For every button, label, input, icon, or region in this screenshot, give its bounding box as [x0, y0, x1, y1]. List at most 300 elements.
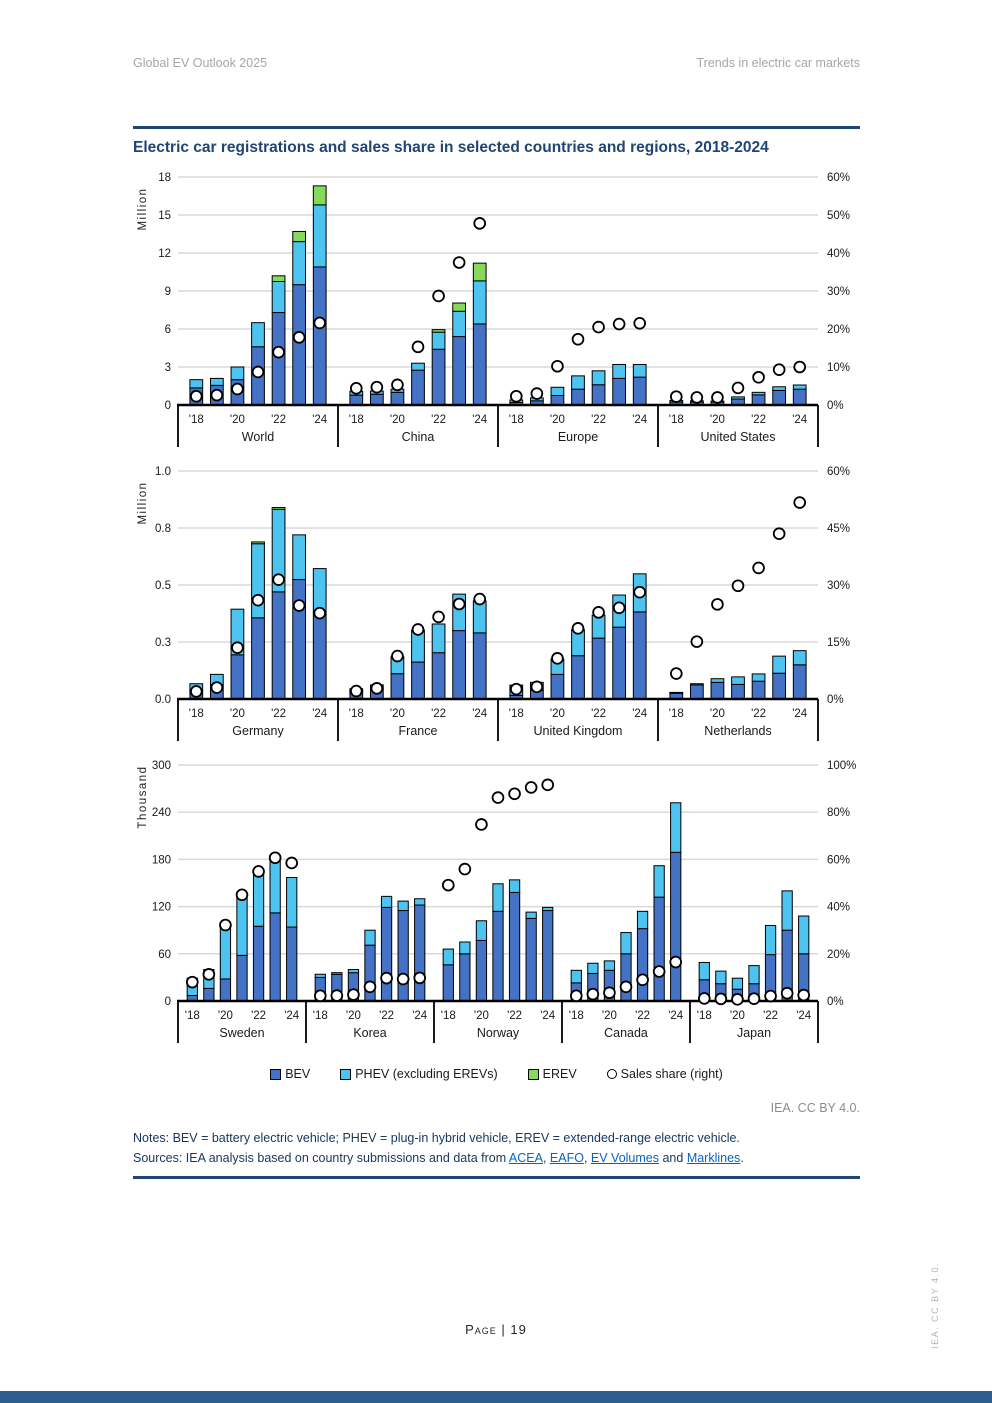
sales-share-point [671, 392, 682, 403]
license-note: IEA. CC BY 4.0. [770, 1101, 860, 1116]
legend-item-sales [607, 1067, 723, 1081]
group-label-united-states: United States [700, 430, 776, 445]
phev-bar-segment [588, 964, 598, 974]
group-label-norway: Norway [476, 1026, 520, 1041]
legend-item-bev [270, 1067, 310, 1081]
sales-share-point [381, 973, 392, 984]
bev-bar-segment [398, 911, 408, 1001]
sales-share-point [459, 864, 470, 875]
year-tick-label: '18 [348, 708, 364, 721]
chart-registrations-european-countries [133, 461, 860, 745]
right-axis-tick-label: 15% [827, 637, 851, 650]
sales-share-point [371, 382, 382, 393]
title-rule [133, 126, 860, 129]
sales-share-point [314, 318, 325, 329]
phev-bar-segment [237, 895, 247, 956]
year-tick-label: '24 [284, 1010, 300, 1023]
bev-bar-segment [551, 675, 564, 700]
bev-bar-segment [272, 592, 285, 699]
sales-share-point [593, 607, 604, 618]
bev-bar-segment [350, 395, 363, 405]
sales-share-point [531, 389, 542, 400]
left-axis-tick-label: 0 [164, 400, 171, 413]
sales-share-point [232, 384, 243, 395]
year-tick-label: '18 [312, 1010, 328, 1023]
year-tick-label: '18 [568, 1010, 584, 1023]
source-link-ev-volumes[interactable]: EV Volumes [590, 1150, 659, 1165]
phev-bar-segment [509, 880, 519, 893]
sales-share-point [273, 575, 284, 586]
year-tick-label: '20 [473, 1010, 489, 1023]
right-axis-tick-label: 50% [827, 210, 851, 223]
year-tick-label: '22 [431, 708, 447, 721]
sales-share-point [253, 866, 264, 877]
series-swatch-icon [270, 1069, 281, 1080]
right-axis-tick-label: 40% [827, 901, 851, 914]
bev-bar-segment [773, 391, 786, 406]
source-link-marklines[interactable]: Marklines [686, 1150, 741, 1165]
page-header [133, 56, 860, 70]
bev-bar-segment [773, 674, 786, 700]
bev-bar-segment [443, 965, 453, 1001]
phev-bar-segment [592, 371, 605, 385]
phev-bar-segment [749, 966, 759, 984]
left-axis-tick-label: 6 [164, 324, 171, 337]
phev-bar-segment [210, 379, 223, 386]
axis-unit-label: Million [137, 187, 149, 231]
sales-share-point [614, 319, 625, 330]
phev-bar-segment [604, 961, 614, 970]
phev-bar-segment [732, 677, 745, 685]
year-tick-label: '20 [229, 414, 245, 427]
sales-share-point [286, 858, 297, 869]
right-axis-tick-label: 45% [827, 523, 851, 536]
bev-bar-segment [412, 371, 425, 406]
side-license-vertical: IEA. CC BY 4.0. [930, 1262, 940, 1349]
right-axis-tick-label: 20% [827, 324, 851, 337]
sales-share-point [314, 608, 325, 619]
bev-bar-segment [252, 618, 265, 699]
year-tick-label: '18 [184, 1010, 200, 1023]
year-tick-label: '20 [389, 708, 405, 721]
sales-share-point [782, 988, 793, 999]
sales-share-point [604, 988, 615, 999]
legend-label: EREV [542, 1067, 577, 1082]
sales-share-point [691, 392, 702, 403]
phev-bar-segment [315, 975, 325, 978]
phev-bar-segment [493, 884, 503, 912]
year-tick-label: '22 [763, 1010, 779, 1023]
sales-share-point [531, 682, 542, 693]
sales-share-point [765, 991, 776, 1002]
phev-bar-segment [752, 674, 765, 681]
bev-bar-segment [287, 927, 297, 1001]
sales-share-point [414, 973, 425, 984]
bev-bar-segment [572, 656, 585, 699]
axis-unit-label: Million [137, 481, 149, 525]
right-axis-tick-label: 30% [827, 580, 851, 593]
group-label-europe: Europe [557, 430, 599, 445]
year-tick-label: '18 [508, 708, 524, 721]
sales-share-point [392, 380, 403, 391]
sales-share-point [211, 390, 222, 401]
sales-share-point [571, 991, 582, 1002]
phev-bar-segment [473, 281, 486, 324]
right-axis-tick-label: 20% [827, 949, 851, 962]
bottom-rule [133, 1176, 860, 1179]
sales-share-point [232, 643, 243, 654]
sales-share-point [392, 651, 403, 662]
sales-share-point [220, 920, 231, 931]
sales-share-point [670, 957, 681, 968]
bev-bar-segment [412, 662, 425, 699]
phev-bar-segment [432, 333, 445, 350]
chart-registrations-other-countries [133, 755, 860, 1047]
bev-bar-segment [711, 683, 724, 700]
left-axis-tick-label: 12 [158, 248, 171, 261]
year-tick-label: '22 [431, 414, 447, 427]
year-tick-label: '22 [591, 414, 607, 427]
phev-bar-segment [313, 205, 326, 267]
bev-bar-segment [690, 685, 703, 699]
sales-share-point [587, 989, 598, 1000]
legend-label: BEV [285, 1067, 311, 1082]
year-tick-label: '18 [508, 414, 524, 427]
year-tick-label: '24 [668, 1010, 684, 1023]
page-number: Page | 19 [465, 1322, 527, 1337]
sales-share-point [191, 686, 202, 697]
sales-share-point [493, 793, 504, 804]
group-label-france: France [398, 724, 438, 739]
phev-bar-segment [252, 323, 265, 347]
right-axis-tick-label: 0% [827, 996, 844, 1009]
group-label-china: China [401, 430, 435, 445]
sales-share-point [794, 498, 805, 509]
year-tick-label: '18 [668, 414, 684, 427]
group-label-canada: Canada [604, 1026, 648, 1041]
bev-bar-segment [270, 913, 280, 1001]
year-tick-label: '24 [472, 708, 488, 721]
year-tick-label: '20 [345, 1010, 361, 1023]
bev-bar-segment [460, 954, 470, 1001]
phev-bar-segment [572, 376, 585, 389]
year-tick-label: '22 [379, 1010, 395, 1023]
sales-share-point [365, 982, 376, 993]
sales-share-point [593, 322, 604, 333]
sources-text: Sources: IEA analysis based on country submissions and data from ACEA, EAFO, EV Volumes and Marklines. [133, 1150, 744, 1165]
sales-share-point [187, 977, 198, 988]
year-tick-label: '24 [792, 708, 808, 721]
year-tick-label: '24 [412, 1010, 428, 1023]
phev-bar-segment [287, 878, 297, 928]
phev-bar-segment [432, 624, 445, 653]
phev-bar-segment [637, 912, 647, 929]
bev-bar-segment [509, 893, 519, 1002]
year-tick-label: '22 [507, 1010, 523, 1023]
phev-bar-segment [793, 651, 806, 665]
sales-share-point [509, 789, 520, 800]
sales-share-point [474, 218, 485, 229]
year-tick-label: '24 [792, 414, 808, 427]
sales-share-point [542, 780, 553, 791]
phev-bar-segment [412, 364, 425, 371]
sales-share-point [253, 367, 264, 378]
year-tick-label: '24 [632, 414, 648, 427]
year-tick-label: '20 [729, 1010, 745, 1023]
bev-bar-segment [543, 911, 553, 1001]
year-tick-label: '20 [549, 414, 565, 427]
bev-bar-segment [253, 927, 263, 1002]
legend-label: PHEV (excluding EREVs) [355, 1067, 498, 1082]
bev-bar-segment [391, 393, 404, 406]
bev-bar-segment [476, 941, 486, 1002]
sales-share-point [511, 684, 522, 695]
sales-share-point [654, 966, 665, 977]
sales-share-point [476, 819, 487, 830]
phev-bar-segment [293, 242, 306, 285]
right-axis-tick-label: 100% [827, 760, 857, 773]
phev-bar-segment [252, 544, 265, 618]
bev-bar-segment [613, 628, 626, 700]
bev-bar-segment [671, 853, 681, 1002]
bev-bar-segment [526, 919, 536, 1002]
bev-bar-segment [391, 674, 404, 699]
sales-share-point [573, 334, 584, 345]
sales-share-point [733, 581, 744, 592]
left-axis-tick-label: 0.5 [155, 580, 171, 593]
right-axis-tick-label: 40% [827, 248, 851, 261]
sales-share-point [794, 362, 805, 373]
year-tick-label: '22 [751, 414, 767, 427]
phev-bar-segment [526, 912, 536, 918]
group-label-united-kingdom: United Kingdom [533, 724, 623, 739]
sales-share-point [511, 391, 522, 402]
right-axis-tick-label: 30% [827, 286, 851, 299]
left-axis-tick-label: 120 [151, 901, 171, 914]
bev-bar-segment [453, 337, 466, 405]
erev-bar-segment [272, 276, 285, 282]
left-axis-tick-label: 1.0 [155, 466, 171, 479]
year-tick-label: '18 [668, 708, 684, 721]
left-axis-tick-label: 0.0 [155, 694, 171, 707]
phev-bar-segment [765, 926, 775, 955]
sales-share-point [203, 969, 214, 980]
bev-bar-segment [293, 580, 306, 699]
notes-text: Notes: BEV = battery electric vehicle; PHEV = plug-in hybrid vehicle, EREV = extended-range electric vehicle. [133, 1131, 740, 1146]
year-tick-label: '24 [472, 414, 488, 427]
left-axis-tick-label: 0.3 [155, 637, 171, 650]
group-label-world: World [241, 430, 275, 445]
legend-item-phev [340, 1067, 497, 1081]
sales-share-point [774, 529, 785, 540]
year-tick-label: '22 [251, 1010, 267, 1023]
sales-share-point [691, 637, 702, 648]
phev-bar-segment [365, 931, 375, 946]
sales-share-point [732, 994, 743, 1005]
year-tick-label: '20 [229, 708, 245, 721]
sales-share-point [371, 683, 382, 694]
left-axis-tick-label: 240 [151, 807, 171, 820]
year-tick-label: '18 [188, 708, 204, 721]
sales-share-point [749, 994, 760, 1005]
right-axis-tick-label: 60% [827, 466, 851, 479]
sales-share-point [398, 974, 409, 985]
bev-bar-segment [613, 379, 626, 406]
year-tick-label: '20 [601, 1010, 617, 1023]
phev-bar-segment [220, 927, 230, 979]
phev-bar-segment [752, 393, 765, 396]
group-label-germany: Germany [232, 724, 284, 739]
sales-share-point [315, 991, 326, 1002]
group-label-japan: Japan [736, 1026, 772, 1041]
bev-bar-segment [231, 655, 244, 699]
footer-bar [0, 1391, 992, 1403]
group-label-korea: Korea [353, 1026, 387, 1041]
year-tick-label: '24 [632, 708, 648, 721]
year-tick-label: '18 [348, 414, 364, 427]
sales-share-point [454, 599, 465, 610]
year-tick-label: '22 [635, 1010, 651, 1023]
phev-bar-segment [799, 916, 809, 954]
bev-bar-segment [572, 390, 585, 406]
legend-label: Sales share (right) [620, 1067, 723, 1082]
chart-registrations-world-regions [133, 167, 860, 451]
header-left-text: Global EV Outlook 2025 [133, 56, 268, 70]
phev-bar-segment [551, 388, 564, 396]
sales-share-point [294, 600, 305, 611]
year-tick-label: '22 [591, 708, 607, 721]
erev-bar-segment [272, 508, 285, 510]
right-axis-tick-label: 0% [827, 400, 844, 413]
sales-share-point [715, 994, 726, 1005]
sales-share-point [348, 990, 359, 1001]
right-axis-tick-label: 0% [827, 694, 844, 707]
year-tick-label: '24 [312, 414, 328, 427]
sales-share-point [294, 332, 305, 343]
bev-bar-segment [637, 929, 647, 1001]
sales-share-point [237, 890, 248, 901]
sales-share-point [774, 365, 785, 376]
year-tick-label: '20 [217, 1010, 233, 1023]
phev-bar-segment [381, 897, 391, 908]
bev-bar-segment [220, 979, 230, 1001]
year-tick-label: '18 [440, 1010, 456, 1023]
series-swatch-icon [340, 1069, 351, 1080]
bev-bar-segment [293, 285, 306, 405]
bev-bar-segment [415, 905, 425, 1001]
source-link-eafo[interactable]: EAFO [549, 1150, 584, 1165]
sales-share-point [474, 594, 485, 605]
bev-bar-segment [473, 633, 486, 699]
sales-share-point [273, 347, 284, 358]
phev-bar-segment [443, 949, 453, 965]
erev-bar-segment [313, 186, 326, 205]
phev-bar-segment [190, 380, 203, 388]
phev-bar-segment [398, 901, 408, 910]
bev-bar-segment [732, 685, 745, 700]
phev-bar-segment [313, 569, 326, 613]
sales-share-point [443, 880, 454, 891]
bev-bar-segment [473, 324, 486, 405]
figure-title: Electric car registrations and sales share in selected countries and regions, 2018-2024 [133, 139, 769, 156]
right-axis-tick-label: 10% [827, 362, 851, 375]
bev-bar-segment [633, 612, 646, 699]
year-tick-label: '24 [540, 1010, 556, 1023]
sales-share-point [671, 669, 682, 680]
phev-bar-segment [415, 899, 425, 905]
bev-bar-segment [313, 267, 326, 405]
erev-bar-segment [473, 264, 486, 282]
phev-bar-segment [773, 657, 786, 674]
figure-block [133, 126, 860, 1179]
phev-bar-segment [332, 973, 342, 975]
year-tick-label: '22 [751, 708, 767, 721]
source-link-acea[interactable]: ACEA [508, 1150, 543, 1165]
sales-share-point [614, 603, 625, 614]
phev-bar-segment [782, 891, 792, 930]
phev-bar-segment [543, 908, 553, 911]
sales-share-point [331, 991, 342, 1002]
year-tick-label: '22 [271, 414, 287, 427]
header-right-text: Trends in electric car markets [696, 56, 860, 70]
year-tick-label: '20 [709, 708, 725, 721]
phev-bar-segment [476, 921, 486, 941]
phev-bar-segment [732, 979, 742, 990]
bev-bar-segment [633, 378, 646, 406]
bev-bar-segment [493, 912, 503, 1002]
phev-bar-segment [716, 971, 726, 984]
erev-bar-segment [293, 232, 306, 242]
phev-bar-segment [293, 535, 306, 580]
bev-bar-segment [432, 653, 445, 699]
legend-item-erev [528, 1067, 577, 1081]
right-axis-tick-label: 60% [827, 172, 851, 185]
phev-bar-segment [793, 385, 806, 389]
bev-bar-segment [453, 631, 466, 699]
bev-bar-segment [237, 956, 247, 1002]
phev-bar-segment [270, 861, 280, 913]
bev-bar-segment [272, 313, 285, 405]
bev-bar-segment [592, 638, 605, 699]
sales-share-point [753, 563, 764, 574]
left-axis-tick-label: 18 [158, 172, 171, 185]
sales-share-point [351, 686, 362, 697]
phev-bar-segment [671, 803, 681, 853]
sales-share-point [253, 595, 264, 606]
left-axis-tick-label: 9 [164, 286, 171, 299]
year-tick-label: '20 [389, 414, 405, 427]
erev-bar-segment [453, 303, 466, 311]
phev-bar-segment [732, 397, 745, 399]
series-swatch-icon [528, 1069, 539, 1080]
phev-bar-segment [654, 866, 664, 897]
erev-bar-segment [432, 330, 445, 333]
phev-bar-segment [633, 365, 646, 378]
sales-share-point [191, 391, 202, 402]
bev-bar-segment [654, 898, 664, 1002]
chart-legend [133, 1067, 860, 1081]
bev-bar-segment [752, 682, 765, 700]
bev-bar-segment [551, 396, 564, 406]
axis-unit-label: Thousand [137, 765, 149, 829]
sales-share-point [351, 383, 362, 394]
group-label-sweden: Sweden [219, 1026, 265, 1041]
phev-bar-segment [773, 387, 786, 391]
sales-share-point [552, 361, 563, 372]
year-tick-label: '24 [312, 708, 328, 721]
bev-bar-segment [592, 385, 605, 405]
sales-share-point [712, 599, 723, 610]
